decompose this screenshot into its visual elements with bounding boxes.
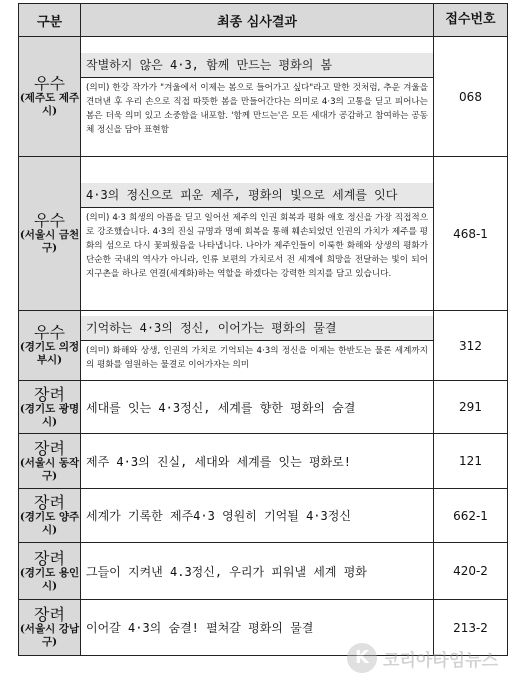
table-row — [19, 434, 508, 489]
header-category: 구분 — [19, 4, 81, 37]
entry-number: 468-1 — [434, 157, 508, 311]
award-grade: 우수 — [34, 74, 65, 93]
award-grade: 장려 — [34, 438, 65, 458]
entry-number: 662-1 — [434, 489, 508, 543]
slogan-title: 이어갈 4·3의 숨결! 펼쳐갈 평화의 물결 — [86, 621, 314, 635]
result-cell — [81, 311, 434, 381]
category-cell — [19, 489, 81, 543]
table-row — [19, 157, 508, 311]
award-grade: 우수 — [34, 323, 65, 342]
region: (경기도 양주시) — [19, 511, 80, 536]
region: (서울시 금천구) — [19, 229, 80, 254]
header-result: 최종 심사결과 — [81, 4, 434, 37]
category-cell — [19, 600, 81, 656]
slogan-title: 세계가 기록한 제주4·3 영원히 기억될 4·3정신 — [86, 509, 351, 523]
result-cell — [81, 434, 434, 489]
region: (경기도 의정부시) — [19, 341, 80, 366]
table-header-row — [19, 4, 508, 37]
slogan-title: 4·3의 정신으로 피운 제주, 평화의 빛으로 세계를 잇다 — [81, 183, 433, 208]
category-cell — [19, 434, 81, 489]
news-watermark — [347, 643, 498, 673]
table-row — [19, 543, 508, 600]
entry-number: 068 — [434, 37, 508, 157]
result-cell — [81, 157, 434, 311]
slogan-title: 기억하는 4·3의 정신, 이어가는 평화의 물결 — [81, 316, 433, 341]
table-row — [19, 37, 508, 157]
slogan-title: 제주 4·3의 진실, 세대와 세계를 잇는 평화로! — [86, 454, 351, 469]
category-cell — [19, 37, 81, 157]
table-row — [19, 489, 508, 543]
entry-number: 213-2 — [434, 600, 508, 656]
award-grade: 장려 — [34, 384, 65, 404]
region: (경기도 용인시) — [19, 566, 80, 592]
region: (서울시 동작구) — [19, 456, 80, 482]
slogan-title: 작별하지 않은 4·3, 함께 만드는 평화의 봄 — [81, 53, 433, 78]
slogan-title: 세대를 잇는 4·3정신, 세계를 향한 평화의 숨결 — [86, 400, 356, 415]
header-number: 접수번호 — [434, 4, 508, 37]
news-logo-icon: K — [347, 643, 377, 673]
table-row — [19, 381, 508, 434]
result-cell — [81, 381, 434, 434]
region: (경기도 광명시) — [19, 402, 80, 428]
result-cell — [81, 37, 434, 157]
result-cell — [81, 543, 434, 600]
region: (서울시 강남구) — [19, 623, 80, 648]
slogan-meaning: (의미) 화해와 상생, 인권의 가치로 기억되는 4·3의 정신을 이제는 한반도는 물론 세계까지의 평화를 염원하는 물결로 이어가자는 의미 — [86, 346, 428, 370]
category-cell — [19, 311, 81, 381]
entry-number: 420-2 — [434, 543, 508, 600]
award-grade: 장려 — [34, 548, 65, 568]
result-cell — [81, 489, 434, 543]
entry-number: 121 — [434, 434, 508, 489]
entry-number: 291 — [434, 381, 508, 434]
slogan-meaning: (의미) 한강 작가가 "겨울에서 이제는 봄으로 들어가고 싶다"라고 말한 것처럼, 추운 겨울을 견뎌낸 후 우리 손으로 직접 따뜻한 봄을 만들어간다는 의미로 4·3의 고통을 딛고 피어나는 봄은 더욱 의미 있고 소중함을 내포함. '함께 만드는'은 모든 세대가 공감하고 참여하는 공동체 정신을 담아 표현함 — [86, 83, 428, 135]
results-table — [18, 3, 508, 656]
table-row — [19, 311, 508, 381]
slogan-meaning: (의미) 4·3 희생의 아픔을 딛고 일어선 제주의 인권 회복과 평화 애호 정신을 가장 직접적으로 강조했습니다. 4·3의 진실 규명과 명예 회복을 통해 훼손되었던 인권의 가치가 제주를 평화의 섬으로 다시 꽃피웠음을 나타냅니다. 나아가 제주인들이 이룩한 화해와 상생의 평화가 단순한 국내의 역사가 아니라, 인류 보편의 가치로서 전 세계에 희망을 전달하는 빛이 되어 지구촌을 하나로 연결(세계화)하는 역할을 하겠다는 강력한 의지를 담고 있습니다. — [86, 213, 428, 279]
watermark-text: 코리아타임뉴스 — [383, 650, 498, 671]
award-grade: 장려 — [34, 493, 65, 512]
award-grade: 우수 — [34, 211, 65, 230]
slogan-title: 그들이 지켜낸 4.3정신, 우리가 피워낼 세계 평화 — [86, 564, 367, 579]
entry-number: 312 — [434, 311, 508, 381]
region: (제주도 제주시) — [19, 92, 80, 117]
category-cell — [19, 157, 81, 311]
category-cell — [19, 381, 81, 434]
award-grade: 장려 — [34, 605, 65, 624]
category-cell — [19, 543, 81, 600]
